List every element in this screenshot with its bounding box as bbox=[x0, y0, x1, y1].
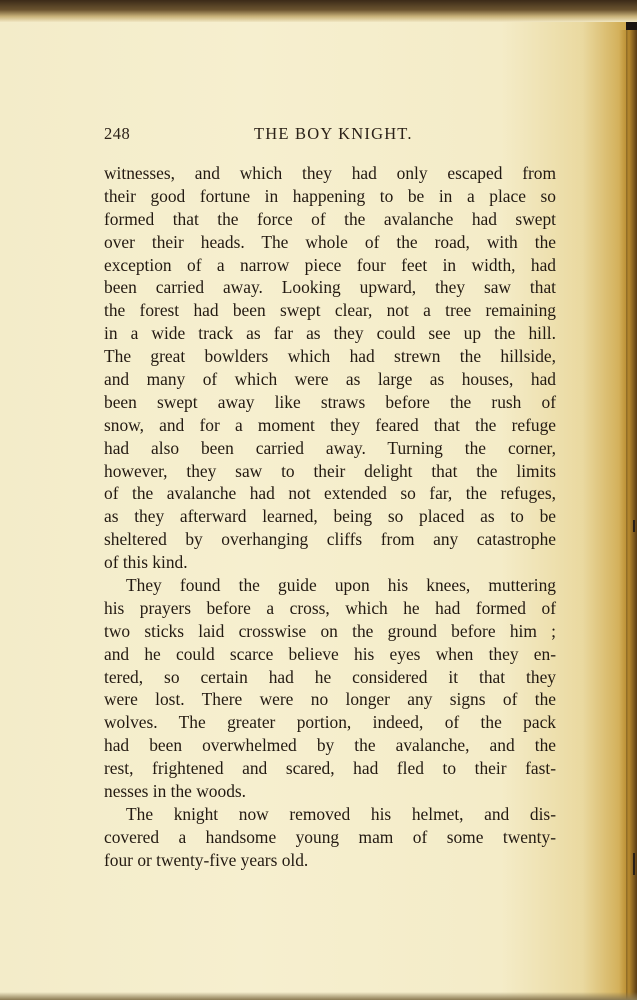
text-line: had also been carried away. Turning the corner, bbox=[104, 437, 556, 458]
text-line: witnesses, and which they had only escaped from bbox=[104, 163, 556, 183]
text-line: They found the guide upon his knees, muttering bbox=[126, 575, 556, 596]
text-line: and he could scarce believe his eyes when they en- bbox=[104, 643, 556, 664]
text-line: been carried away. Looking upward, they saw that bbox=[104, 277, 556, 298]
text-line: had been overwhelmed by the avalanche, and the bbox=[104, 735, 556, 756]
text-line: of the avalanche had not extended so far, the refuges, bbox=[104, 483, 556, 504]
text-line: were lost. There were no longer any signs of the bbox=[104, 689, 556, 710]
text-line: over their heads. The whole of the road, with the bbox=[104, 231, 556, 252]
text-line: formed that the force of the avalanche had swept bbox=[104, 208, 556, 229]
text-line: as they afterward learned, being so placed as to be bbox=[104, 506, 556, 527]
body-text bbox=[104, 162, 556, 872]
text-line: however, they saw to their delight that the limits bbox=[104, 460, 556, 481]
text-line: and many of which were as large as houses, had bbox=[104, 369, 556, 390]
text-line: four or twenty-five years old. bbox=[104, 849, 309, 870]
text-line: snow, and for a moment they feared that the refuge bbox=[104, 414, 556, 435]
text-line: The great bowlders which had strewn the hillside, bbox=[104, 346, 556, 367]
text-line: wolves. The greater portion, indeed, of the pack bbox=[104, 712, 556, 733]
text-line: nesses in the woods. bbox=[104, 781, 247, 802]
text-line: covered a handsome young mam of some twenty- bbox=[104, 826, 556, 847]
text-line: The knight now removed his helmet, and dis- bbox=[126, 803, 556, 824]
text-line: the forest had been swept clear, not a tree remaining bbox=[104, 300, 556, 321]
text-line: their good fortune in happening to be in a place so bbox=[104, 185, 556, 206]
page-top-edge bbox=[0, 0, 637, 22]
margin-mark bbox=[633, 853, 635, 875]
text-line: his prayers before a cross, which he had formed of bbox=[104, 597, 556, 618]
page-bottom-edge bbox=[0, 992, 637, 1000]
margin-mark bbox=[633, 520, 635, 532]
text-line: rest, frightened and scared, had fled to their fast- bbox=[104, 758, 556, 779]
text-line: in a wide track as far as they could see up the hill. bbox=[104, 323, 556, 344]
text-line: been swept away like straws before the rush of bbox=[104, 391, 556, 412]
text-line: of this kind. bbox=[104, 552, 188, 573]
text-line: exception of a narrow piece four feet in width, had bbox=[104, 254, 556, 275]
page-header bbox=[104, 124, 556, 146]
page-number: 248 bbox=[104, 124, 131, 143]
text-line: two sticks laid crosswise on the ground before him ; bbox=[104, 620, 556, 641]
text-line: sheltered by overhanging cliffs from any catastrophe bbox=[104, 529, 556, 550]
text-line: tered, so certain had he considered it that they bbox=[104, 666, 556, 687]
running-title: THE BOY KNIGHT. bbox=[254, 124, 413, 143]
